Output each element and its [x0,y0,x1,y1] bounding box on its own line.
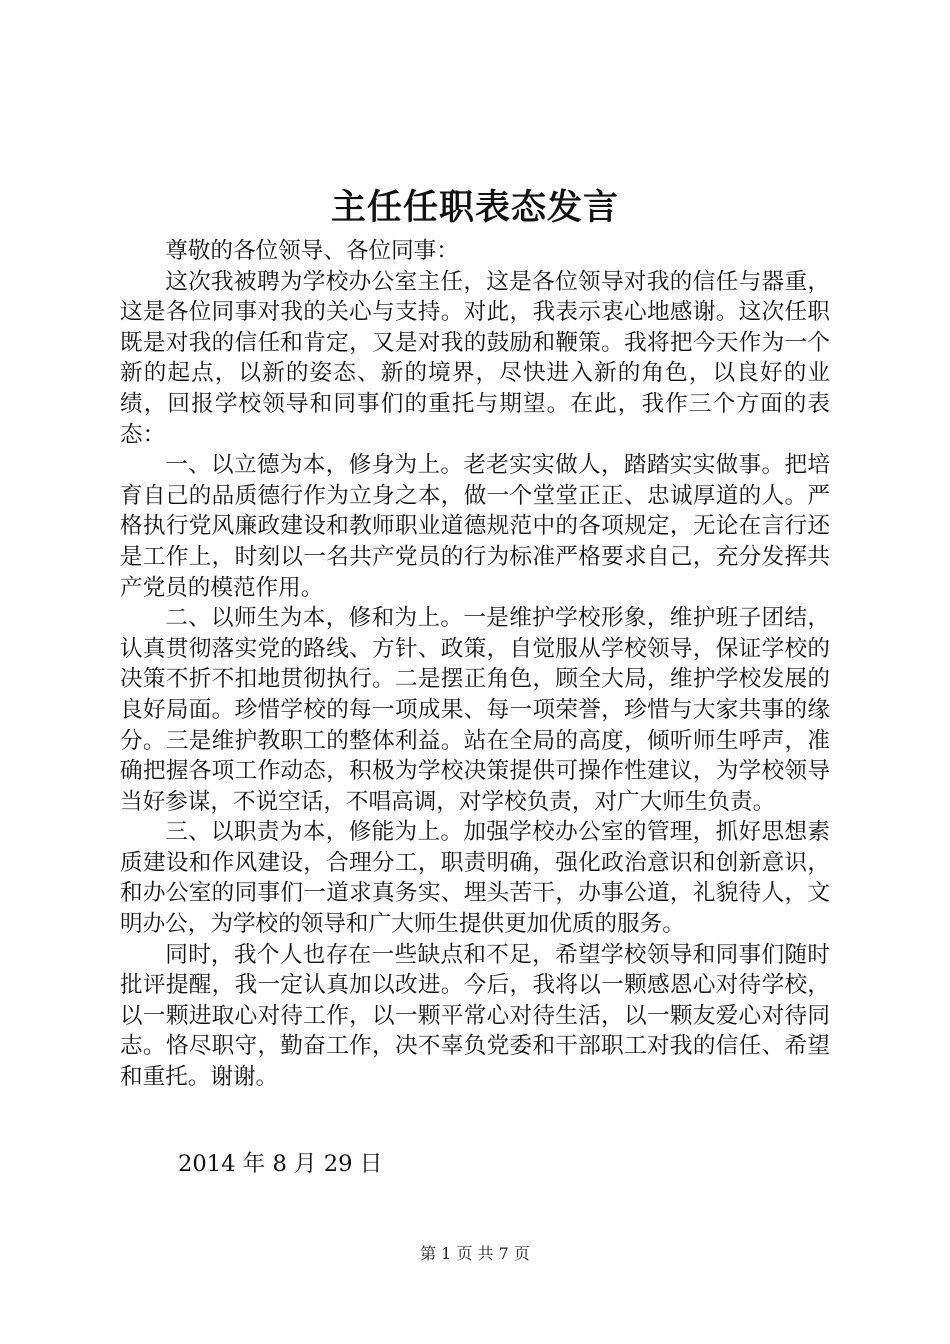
salutation: 尊敬的各位领导、各位同事： [165,238,459,264]
document-title: 主任任职表态发言 [330,187,619,228]
paragraph-point-one: 一、以立德为本，修身为上。老老实实做人，踏踏实实做事。把培育自己的品质德行作为立身之本，做一个堂堂正正、忠诚厚道的人。严格执行党风廉政建设和教师职业道德规范中的各项规定，无论在言行还是工作上，时刻以一名共产党员的行为标准严格要求自己，充分发挥共产党员的模范作用。 [120,452,830,601]
paragraph-point-three: 三、以职责为本，修能为上。加强学校办公室的管理，抓好思想素质建设和作风建设，合理分工，职责明确，强化政治意识和创新意识，和办公室的同事们一道求真务实、埋头苦干，办事公道，礼貌待人，文明办公，为学校的领导和广大师生提供更加优质的服务。 [120,819,830,938]
paragraph-closing: 同时，我个人也存在一些缺点和不足，希望学校领导和同事们随时批评提醒，我一定认真加以改进。今后，我将以一颗感恩心对待学校，以一颗进取心对待工作，以一颗平常心对待生活，以一颗友爱心对待同志。恪尽职守，勤奋工作，决不辜负党委和干部职工对我的信任、希望和重托。谢谢。 [120,941,830,1091]
paragraph-intro: 这次我被聘为学校办公室主任，这是各位领导对我的信任与器重，这是各位同事对我的关心与支持。对此，我表示衷心地感谢。这次任职既是对我的信任和肯定，又是对我的鼓励和鞭策。我将把今天作为一个新的起点，以新的姿态、新的境界，尽快进入新的角色，以良好的业绩，回报学校领导和同事们的重托与期望。在此，我作三个方面的表态： [120,268,830,448]
page-footer: 第 1 页 共 7 页 [420,1244,530,1263]
paragraph-point-two: 二、以师生为本，修和为上。一是维护学校形象，维护班子团结，认真贯彻落实党的路线、方针、政策，自觉服从学校领导，保证学校的决策不折不扣地贯彻执行。二是摆正角色，顾全大局，维护学校发展的良好局面。珍惜学校的每一项成果、每一项荣誉，珍惜与大家共事的缘分。三是维护教职工的整体利益。站在全局的高度，倾听师生呼声，准确把握各项工作动态，积极为学校决策提供可操作性建议，为学校领导当好参谋，不说空话，不唱高调，对学校负责，对广大师生负责。 [120,605,830,815]
document-date: 2014 年 8 月 29 日 [178,1151,383,1177]
document-body [120,236,830,1093]
